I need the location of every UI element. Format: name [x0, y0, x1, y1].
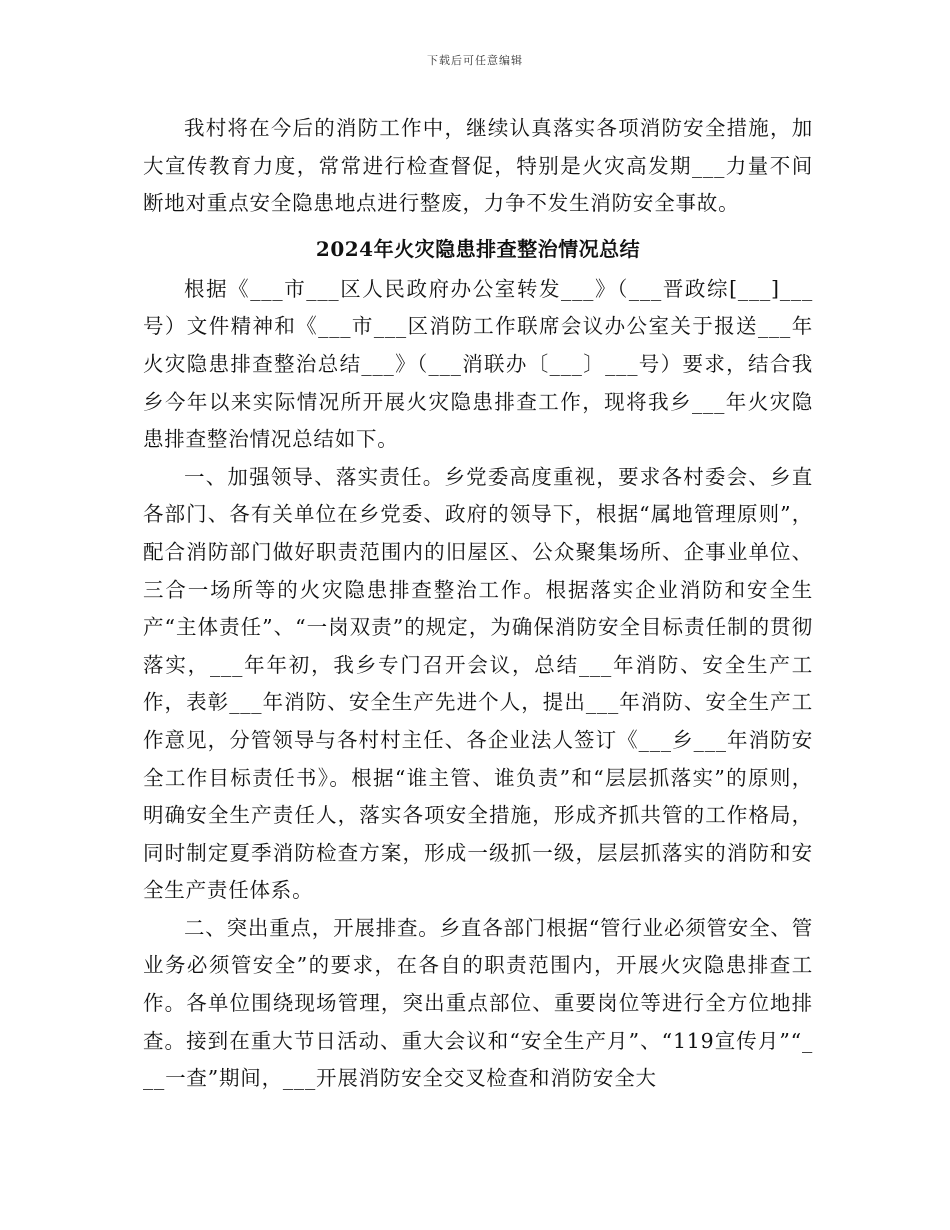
document-title: 2024年火灾隐患排查整治情况总结 — [315, 236, 641, 261]
page-header: 下载后可任意编辑 — [427, 54, 523, 67]
document-body — [143, 110, 813, 1098]
paragraph-3: 二、突出重点，开展排查。乡直各部门根据“管行业必须管安全、管业务必须管安全”的要求，在各自的职责范围内，开展火灾隐患排查工作。各单位围绕现场管理，突出重点部位、重要岗位等进行全方位地排查。接到在重大节日活动、重大会议和“安全生产月”、“119宣传月”“___一查”期间，___开展消防安全交叉检查和消防安全大 — [143, 915, 813, 1091]
paragraph-2: 一、加强领导、落实责任。乡党委高度重视，要求各村委会、乡直各部门、各有关单位在乡党委、政府的领导下，根据“属地管理原则”，配合消防部门做好职责范围内的旧屋区、公众聚集场所、企事业单位、三合一场所等的火灾隐患排查整治工作。根据落实企业消防和安全生产“主体责任”、“一岗双责”的规定，为确保消防安全目标责任制的贯彻落实，___年年初，我乡专门召开会议，总结___年消防、安全生产工作，表彰___年消防、安全生产先进个人，提出___年消防、安全生产工作意见，分管领导与各村村主任、各企业法人签订《___乡___年消防安全工作目标责任书》。根据“谁主管、谁负责”和“层层抓落实”的原则，明确安全生产责任人，落实各项安全措施，形成齐抓共管的工作格局，同时制定夏季消防检查方案，形成一级抓一级，层层抓落实的消防和安全生产责任体系。 — [143, 464, 813, 903]
paragraph-1: 根据《___市___区人民政府办公室转发___》（___晋政综[___]___号）文件精神和《___市___区消防工作联席会议办公室关于报送___年火灾隐患排查整治总结___》（___消联办〔___〕___号）要求，结合我乡今年以来实际情况所开展火灾隐患排查工作，现将我乡___年火灾隐患排查整治情况总结如下。 — [143, 276, 813, 452]
intro-paragraph: 我村将在今后的消防工作中，继续认真落实各项消防安全措施，加大宣传教育力度，常常进行检查督促，特别是火灾高发期___力量不间断地对重点安全隐患地点进行整废，力争不发生消防安全事故。 — [143, 116, 813, 216]
